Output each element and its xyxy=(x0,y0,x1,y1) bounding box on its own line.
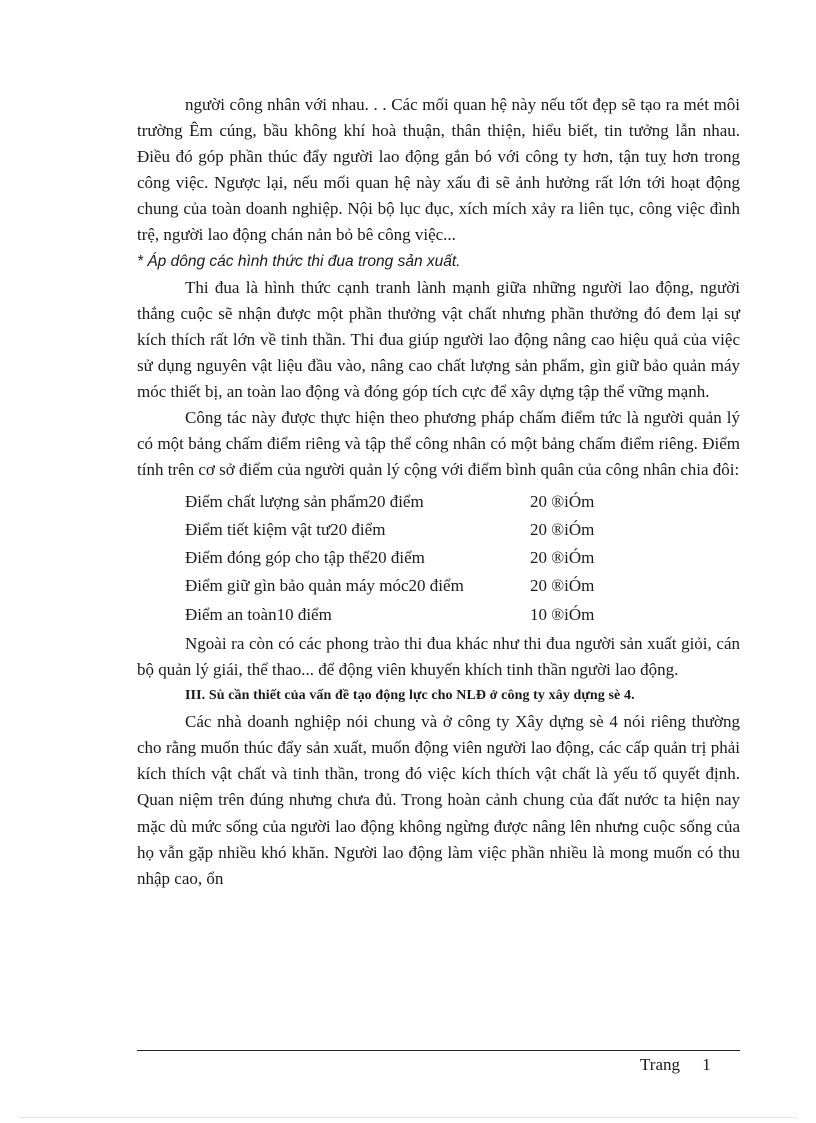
score-item-label: Điểm an toàn10 điểm xyxy=(185,604,332,624)
footer-rule xyxy=(137,1050,740,1051)
paragraph-2: Thi đua là hình thức cạnh tranh lành mạnh giữa những người lao động, người thắng cuộc sẽ nhận được một phần thưởng vật chất nhưng phần thưởng đó đem lại sự kích thích rất lớn về tinh thần. Thi đua giúp người lao động nâng cao hiệu quả của việc sử dụng nguyên vật liệu đầu vào, nâng cao chất lượng sản phẩm, gìn giữ bảo quản máy móc thiết bị, an toàn lao động và đóng góp tích cực để xây dựng tập thể vững mạnh. xyxy=(137,277,740,402)
score-item-label: Điểm đóng góp cho tập thể20 điểm xyxy=(185,548,425,568)
paragraph-4: Ngoài ra còn có các phong trào thi đua khác như thi đua người sản xuất giỏi, cán bộ quản lý giái, thể thao... để động viên khuyến khích tinh thần người lao động. xyxy=(137,633,740,679)
score-row xyxy=(185,572,730,600)
score-item-value: 20 ®iÓm xyxy=(530,519,595,539)
paragraph-1: người công nhân với nhau. . . Các mối quan hệ này nếu tốt đẹp sẽ tạo ra mét môi trường Êm cúng, bầu không khí hoà thuận, thân thiện, hiểu biết, tin tưởng lẫn nhau. Điều đó góp phần thúc đẩy người lao động gắn bó với công ty hơn, tận tuỵ hơn trong công việc. Ngược lại, nếu mối quan hệ này xấu đi sẽ ảnh hưởng rất lớn tới hoạt động chung của toàn doanh nghiệp. Nội bộ lục đục, xích mích xảy ra liên tục, công việc đình trệ, người lao động chán nản bỏ bê công việc... xyxy=(137,95,740,245)
page-footer xyxy=(640,1055,711,1075)
document-body xyxy=(137,92,740,892)
score-item-label: Điểm tiết kiệm vật tư20 điểm xyxy=(185,519,386,539)
score-row xyxy=(185,601,730,629)
footer-page-label: Trang xyxy=(640,1055,680,1074)
score-row xyxy=(185,487,730,515)
score-table xyxy=(185,487,730,628)
paragraph-5: Các nhà doanh nghiệp nói chung và ở công ty Xây dựng sè 4 nói riêng thường cho rằng muốn thúc đẩy sản xuất, muốn động viên người lao động, các cấp quản trị phải kích thích vật chất và tinh thần, trong đó việc kích thích vật chất là yếu tố quyết định. Quan niệm trên đúng nhưng chưa đủ. Trong hoàn cảnh chung của đất nước ta hiện nay mặc dù mức sống của người lao động không ngừng được nâng lên nhưng cuộc sống của họ vẫn gặp nhiều khó khăn. Người lao động làm việc phần nhiều là mong muốn có thu nhập cao, ổn xyxy=(137,712,740,888)
footer-page-number: 1 xyxy=(702,1055,711,1074)
score-row xyxy=(185,516,730,544)
score-item-value: 20 ®iÓm xyxy=(530,548,595,568)
page-bottom-border xyxy=(20,1117,796,1118)
score-item-label: Điểm giữ gìn bảo quản máy móc20 điểm xyxy=(185,576,464,596)
score-item-label: Điểm chất lượng sản phẩm20 điểm xyxy=(185,491,424,511)
section-heading: III. Sù cần thiết của vấn đề tạo động lực cho NLĐ ở công ty xây dựng sè 4. xyxy=(185,688,635,704)
italic-subheading: * Áp dông các hình thức thi đua trong sản xuất. xyxy=(137,252,461,270)
paragraph-3: Công tác này được thực hiện theo phương pháp chấm điểm tức là người quản lý có một bảng chấm điểm riêng và tập thể công nhân có một bảng chấm điểm riêng. Điểm tính trên cơ sở điểm của người quản lý cộng với điểm bình quân của công nhân chia đôi: xyxy=(137,408,740,480)
score-row xyxy=(185,544,730,572)
score-item-value: 20 ®iÓm xyxy=(530,576,595,596)
score-item-value: 10 ®iÓm xyxy=(530,604,595,624)
score-item-value: 20 ®iÓm xyxy=(530,491,595,511)
